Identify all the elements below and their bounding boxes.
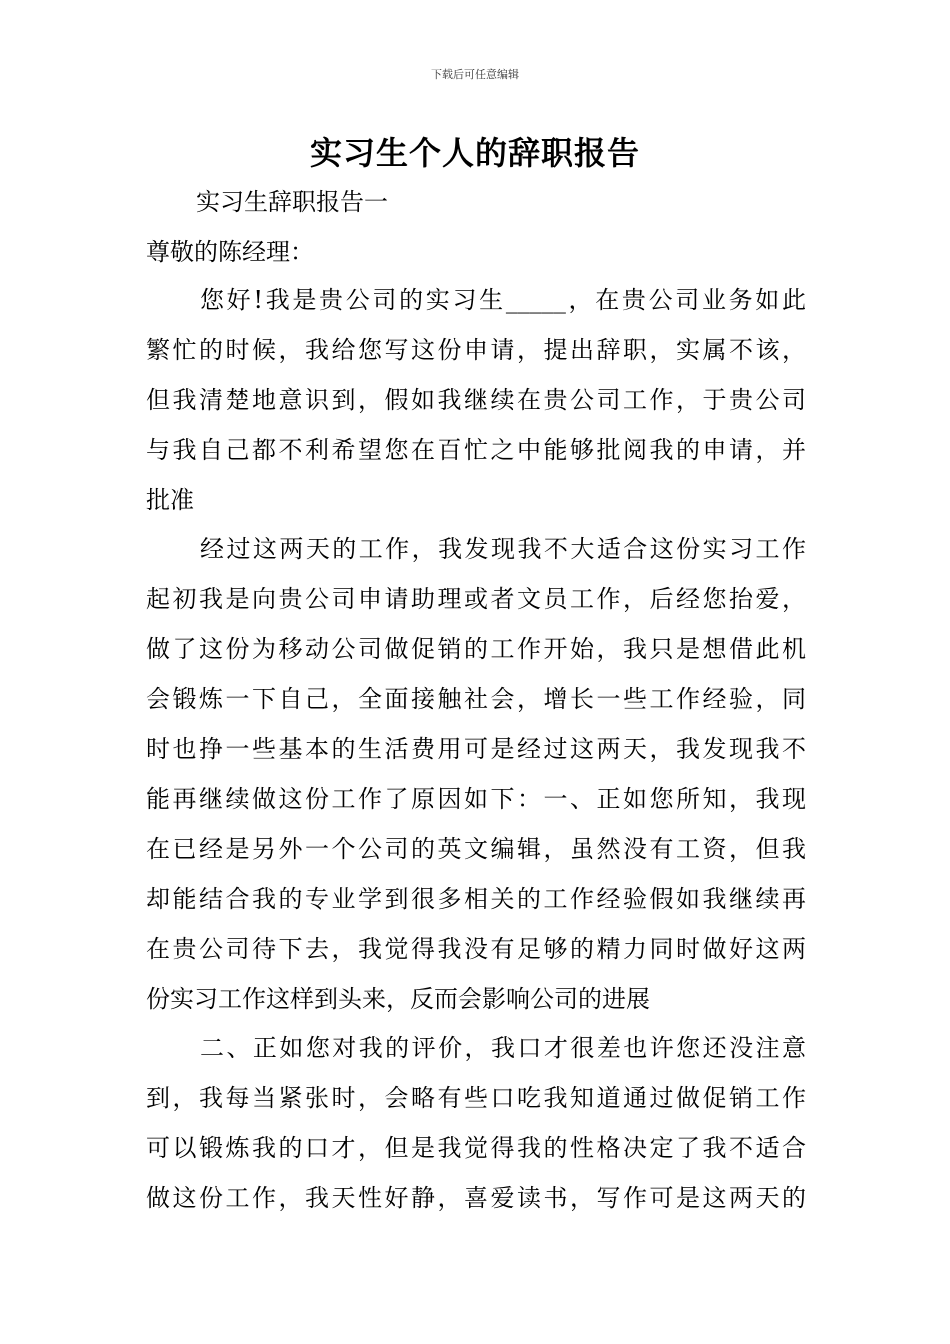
- paragraph-line: 起初我是向贵公司申请助理或者文员工作，后经您抬爱，: [146, 585, 806, 613]
- paragraph-line: 您好!我是贵公司的实习生_____，在贵公司业务如此: [200, 286, 806, 314]
- header-note: 下载后可任意编辑: [431, 68, 519, 81]
- paragraph-2: [146, 524, 806, 1024]
- paragraph-line: 份实习工作这样到头来，反而会影响公司的进展: [146, 985, 650, 1013]
- paragraph-line: 在贵公司待下去，我觉得我没有足够的精力同时做好这两: [146, 935, 806, 963]
- paragraph-line: 时也挣一些基本的生活费用可是经过这两天，我发现我不: [146, 735, 806, 763]
- paragraph-3: [146, 1023, 806, 1223]
- paragraph-line: 与我自己都不利希望您在百忙之中能够批阅我的申请，并: [146, 436, 806, 464]
- paragraph-line: 在已经是另外一个公司的英文编辑，虽然没有工资，但我: [146, 835, 806, 863]
- document-subtitle: 实习生辞职报告一: [196, 188, 388, 216]
- paragraph-line: 经过这两天的工作，我发现我不大适合这份实习工作: [200, 535, 806, 563]
- paragraph-line: 但我清楚地意识到，假如我继续在贵公司工作，于贵公司: [146, 386, 806, 414]
- paragraph-line: 会锻炼一下自己，全面接触社会，增长一些工作经验，同: [146, 685, 806, 713]
- paragraph-line: 繁忙的时候，我给您写这份申请，提出辞职，实属不该，: [146, 336, 806, 364]
- paragraph-line: 做这份工作，我天性好静，喜爱读书，写作可是这两天的: [146, 1184, 806, 1212]
- paragraph-line: 却能结合我的专业学到很多相关的工作经验假如我继续再: [146, 885, 806, 913]
- paragraph-1: [146, 275, 806, 525]
- document-title: 实习生个人的辞职报告: [309, 134, 640, 172]
- paragraph-line: 能再继续做这份工作了原因如下：一、正如您所知，我现: [146, 785, 806, 813]
- paragraph-line: 做了这份为移动公司做促销的工作开始，我只是想借此机: [146, 635, 806, 663]
- paragraph-line: 批准: [146, 486, 194, 514]
- salutation: 尊敬的陈经理：: [146, 238, 314, 266]
- paragraph-line: 到，我每当紧张时，会略有些口吃我知道通过做促销工作: [146, 1084, 806, 1112]
- paragraph-line: 二、正如您对我的评价，我口才很差也许您还没注意: [200, 1034, 806, 1062]
- paragraph-line: 可以锻炼我的口才，但是我觉得我的性格决定了我不适合: [146, 1134, 806, 1162]
